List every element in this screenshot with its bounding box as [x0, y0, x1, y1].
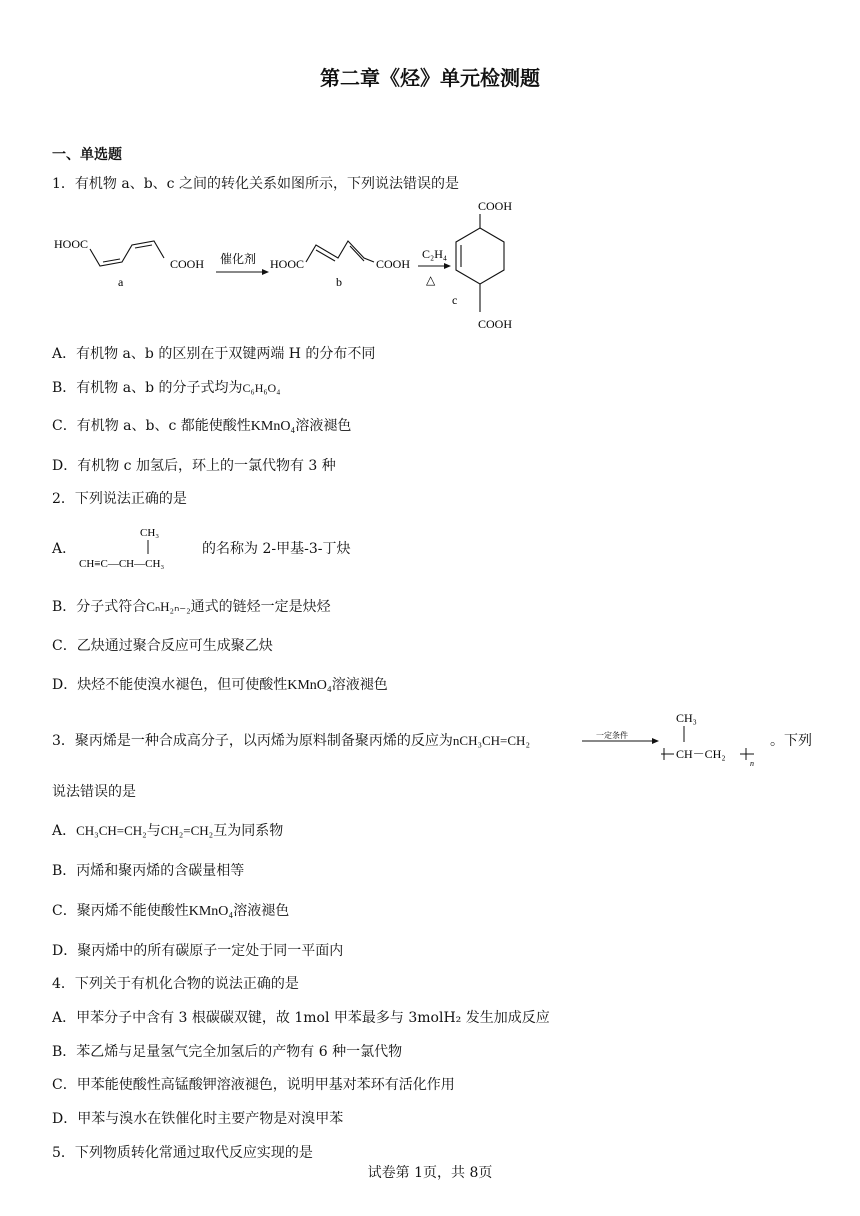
q3-stem: 3．聚丙烯是一种合成高分子，以丙烯为原料制备聚丙烯的反应为nCH₃CH=CH₂	[52, 733, 530, 749]
svg-text:CH－CH₂: CH－CH₂	[676, 747, 726, 761]
q4-stem: 4．下列关于有机化合物的说法正确的是	[52, 976, 299, 992]
q2-option-a: A．	[52, 541, 77, 557]
q3-option-b: B．丙烯和聚丙烯的含碳量相等	[52, 863, 245, 879]
q2-stem: 2．下列说法正确的是	[52, 491, 187, 507]
b-right-group: COOH	[376, 257, 411, 271]
svg-text:CH₃: CH₃	[140, 527, 160, 539]
q2-option-c: C．乙炔通过聚合反应可生成聚乙炔	[52, 638, 273, 654]
svg-text:n: n	[750, 759, 754, 768]
c-bottom-group: COOH	[478, 317, 513, 331]
c-top-group: COOH	[478, 199, 513, 213]
arrow2-bottom-label: △	[426, 273, 436, 287]
q3-stem-cont: 说法错误的是	[52, 784, 136, 800]
q1-option-a: A．有机物 a、b 的区别在于双键两端 H 的分布不同	[52, 346, 376, 362]
q1-stem: 1．有机物 a、b、c 之间的转化关系如图所示，下列说法错误的是	[52, 176, 459, 192]
q2-option-d: D．炔烃不能使溴水褪色，但可使酸性KMnO₄溶液褪色	[52, 677, 388, 693]
q4-option-b: B．苯乙烯与足量氢气完全加氢后的产物有 6 种一氯代物	[52, 1044, 403, 1060]
arrow2-top-label: C₂H₄	[422, 247, 448, 261]
q1-option-c: C．有机物 a、b、c 都能使酸性KMnO₄溶液褪色	[52, 418, 352, 434]
q4-option-c: C．甲苯能使酸性高锰酸钾溶液褪色，说明甲基对苯环有活化作用	[52, 1077, 455, 1093]
q3-option-c: C．聚丙烯不能使酸性KMnO₄溶液褪色	[52, 903, 290, 919]
q2-structure	[76, 524, 202, 572]
q2-option-a-text: 的名称为 2-甲基-3-丁炔	[202, 541, 351, 557]
a-left-group: HOOC	[54, 237, 89, 251]
svg-text:CH₃: CH₃	[676, 711, 697, 725]
section-heading: 一、单选题	[52, 147, 122, 163]
q3-option-a: A．CH₃CH=CH₂与CH₂=CH₂互为同系物	[52, 823, 284, 839]
q5-stem: 5．下列物质转化常通过取代反应实现的是	[52, 1145, 313, 1161]
q2-option-b: B．分子式符合CₙH₂ₙ₋₂通式的链烃一定是炔烃	[52, 599, 331, 615]
q1-option-b: B．有机物 a、b 的分子式均为C₆H₆O₄	[52, 380, 281, 396]
b-label: b	[336, 275, 342, 289]
q3-stem-tail: 。下列	[770, 733, 812, 749]
q3-reaction	[578, 708, 768, 770]
a-label: a	[118, 275, 124, 289]
formula: C₆H₆O₄	[242, 381, 281, 395]
page-footer: 试卷第 1页，共 8页	[367, 1165, 493, 1181]
a-right-group: COOH	[170, 257, 205, 271]
svg-text:CH≡C—CH—CH₃: CH≡C—CH—CH₃	[79, 558, 165, 570]
q3-option-d: D．聚丙烯中的所有碳原子一定处于同一平面内	[52, 943, 344, 959]
arrow-label: 一定条件	[596, 731, 628, 740]
q4-option-a: A．甲苯分子中含有 3 根碳碳双键，故 1mol 甲苯最多与 3molH₂ 发生加成反应	[52, 1010, 550, 1026]
q4-option-d: D．甲苯与溴水在铁催化时主要产物是对溴甲苯	[52, 1111, 344, 1127]
q1-reaction-scheme	[50, 196, 520, 338]
arrow1-label: 催化剂	[220, 252, 257, 266]
b-left-group: HOOC	[270, 257, 305, 271]
page-title: 第二章《烃》单元检测题	[320, 66, 540, 90]
c-label: c	[452, 293, 458, 307]
q1-option-d: D．有机物 c 加氢后，环上的一氯代物有 3 种	[52, 458, 336, 474]
